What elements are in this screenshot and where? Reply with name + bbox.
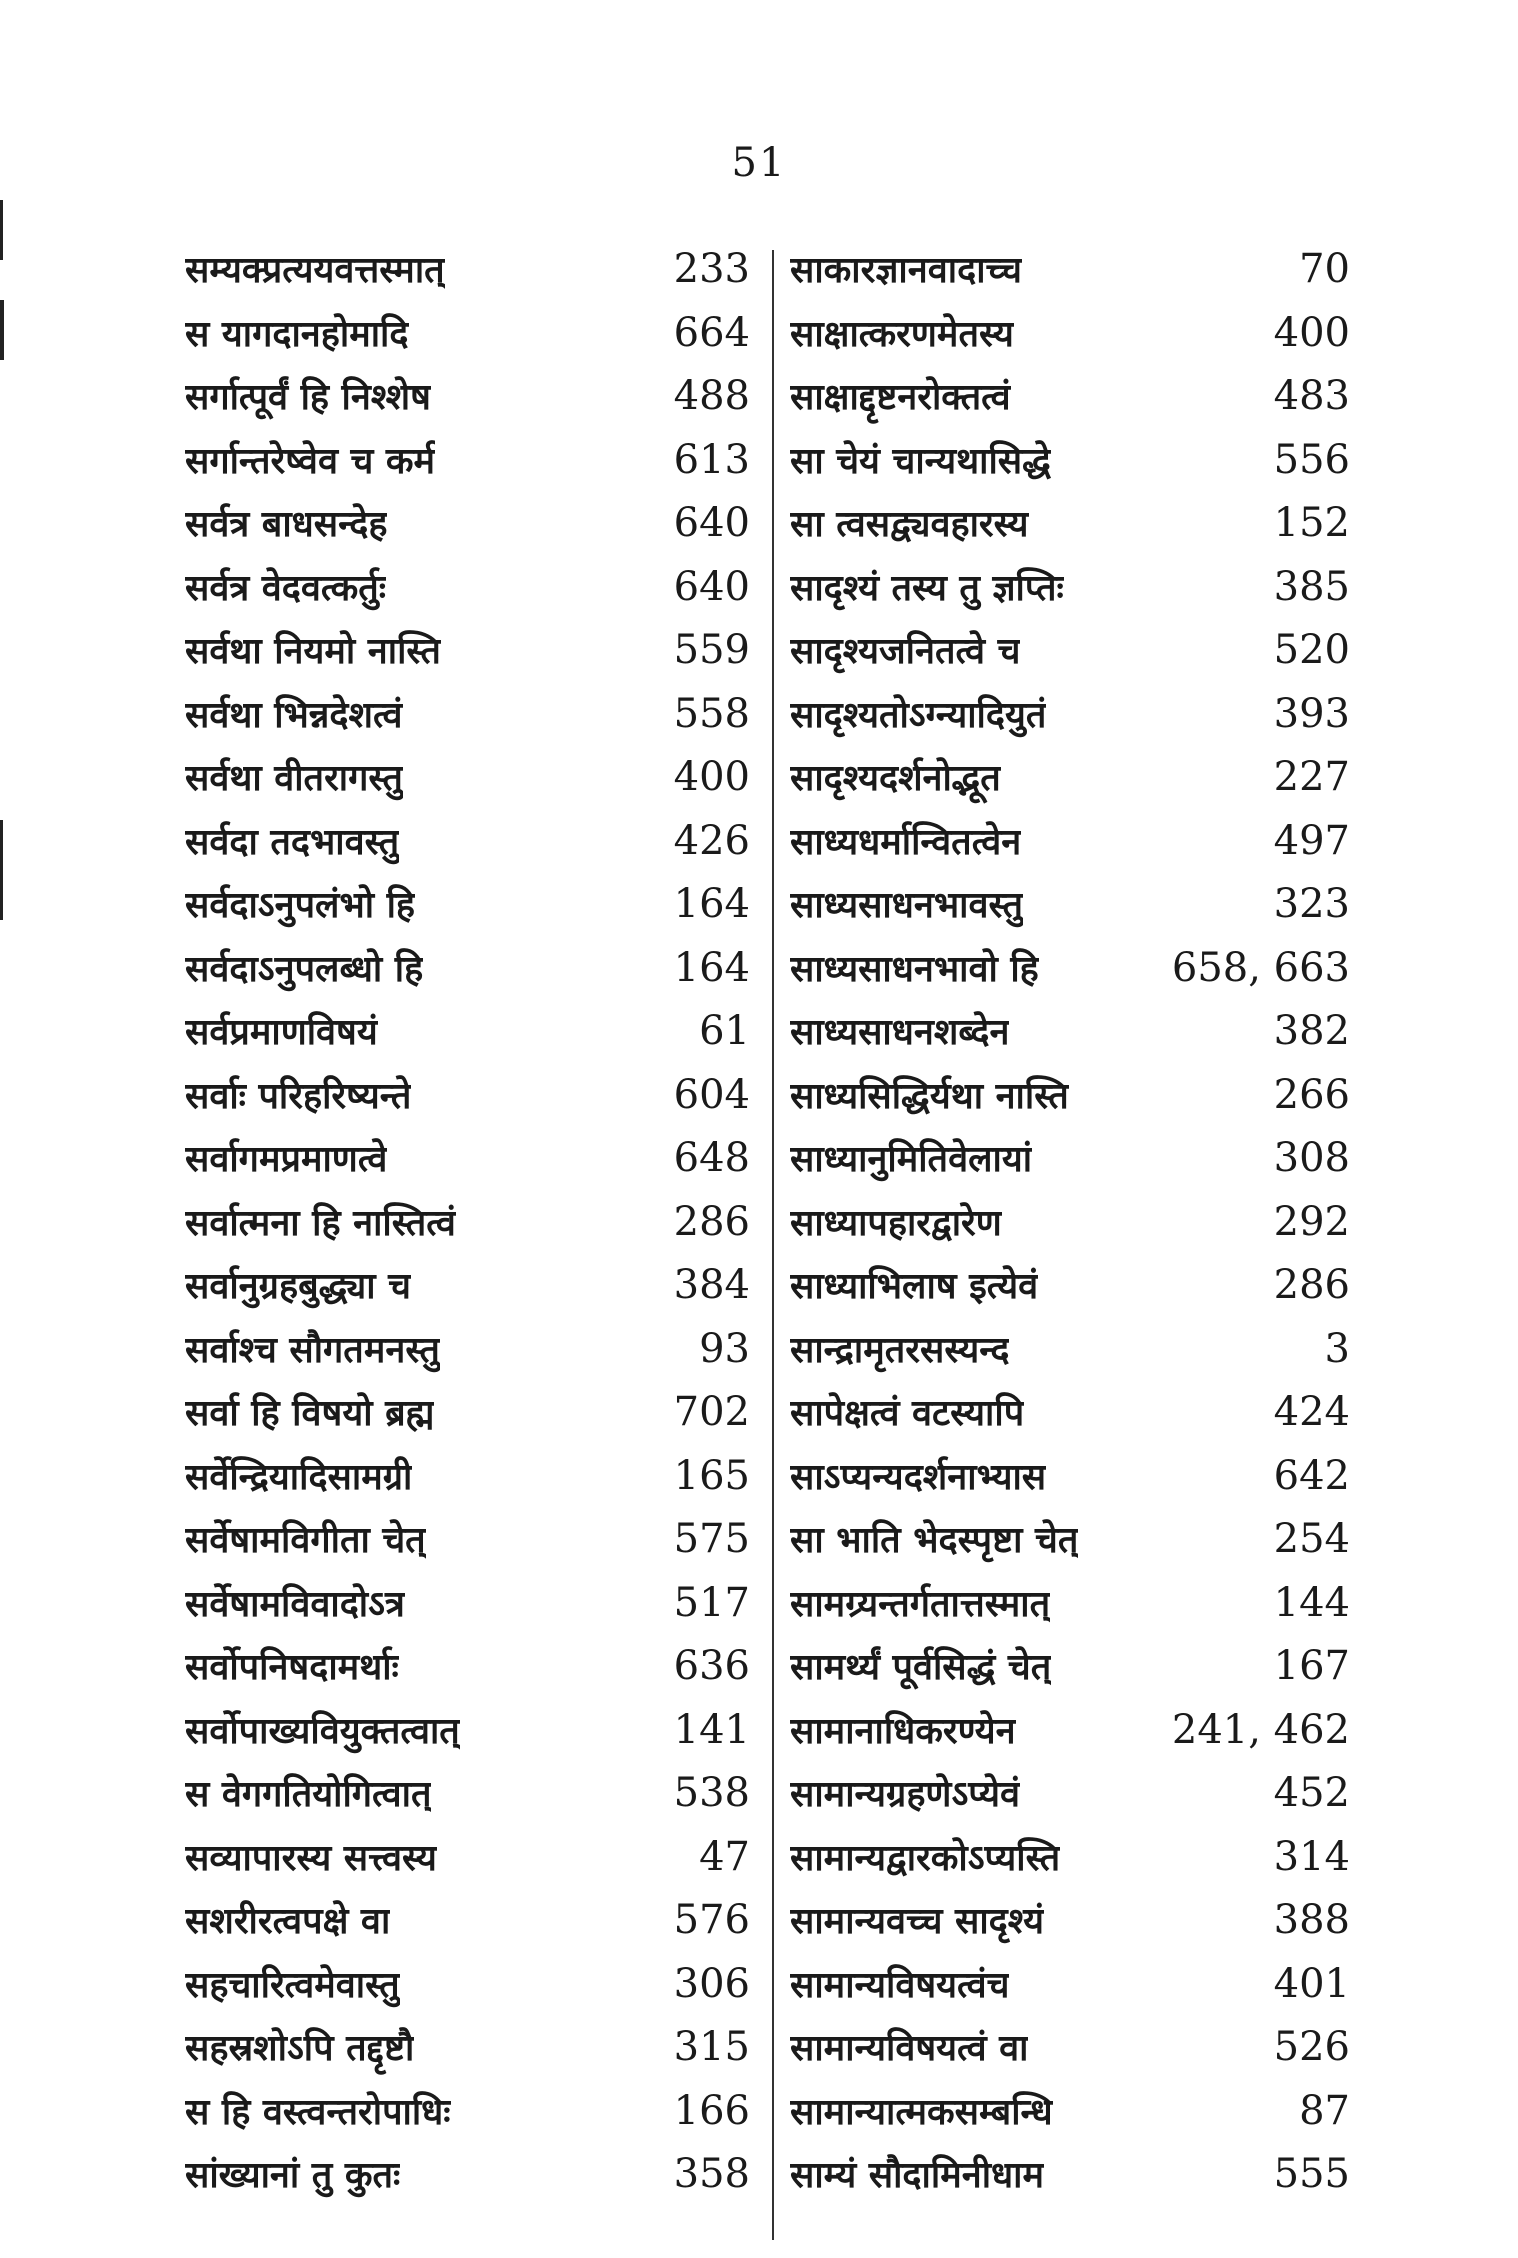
entry-term: सांख्यानां तु कुतः xyxy=(185,2154,401,2196)
index-entry xyxy=(185,1635,750,1699)
entry-page-ref: 520 xyxy=(1273,627,1350,673)
entry-page-ref: 152 xyxy=(1273,500,1350,546)
index-entry xyxy=(185,1000,750,1064)
index-entry xyxy=(185,1699,750,1763)
entry-page-ref: 306 xyxy=(673,1960,750,2007)
entry-term: सापेक्षत्वं वटस्यापि xyxy=(790,1392,1025,1434)
entry-page-ref: 664 xyxy=(673,309,750,356)
entry-page-ref: 488 xyxy=(673,373,750,419)
index-entry xyxy=(185,429,750,493)
entry-term: सामान्यविषयत्वं वा xyxy=(790,2027,1029,2069)
entry-page-ref: 70 xyxy=(1299,246,1350,292)
entry-page-ref: 604 xyxy=(673,1071,750,1118)
index-entry xyxy=(185,1826,750,1890)
entry-term: सर्वोपाख्यवियुक्तत्वात् xyxy=(185,1709,460,1752)
entry-term: सर्वाः परिहरिष्यन्ते xyxy=(185,1074,412,1117)
entry-term: साध्यसिद्धिर्यथा नास्ति xyxy=(790,1074,1069,1117)
entry-page-ref: 483 xyxy=(1273,373,1350,419)
index-entry xyxy=(185,556,750,620)
index-entry xyxy=(185,1889,750,1953)
index-entry xyxy=(185,238,750,302)
entry-page-ref: 233 xyxy=(673,246,750,292)
entry-page-ref: 292 xyxy=(1273,1198,1350,1245)
entry-page-ref: 47 xyxy=(699,1833,750,1880)
entry-page-ref: 254 xyxy=(1273,1516,1350,1562)
index-entry xyxy=(790,1381,1350,1445)
index-column-left xyxy=(185,238,750,2207)
entry-term: सर्वेन्द्रियादिसामग्री xyxy=(185,1455,413,1498)
entry-page-ref: 388 xyxy=(1273,1897,1350,1943)
index-entry xyxy=(185,683,750,747)
index-entry xyxy=(790,492,1350,556)
entry-term: सामर्थ्यं पूर्वसिद्धं चेत् xyxy=(790,1646,1052,1688)
entry-page-ref: 315 xyxy=(673,2024,750,2070)
index-entry xyxy=(790,873,1350,937)
entry-term: सामान्यग्रहणेऽप्येवं xyxy=(790,1773,1021,1815)
index-entry xyxy=(185,2080,750,2144)
entry-page-ref: 164 xyxy=(673,944,750,991)
index-entry xyxy=(790,1762,1350,1826)
index-entry xyxy=(790,683,1350,747)
entry-term: साक्षात्करणमेतस्य xyxy=(790,312,1014,355)
index-entry xyxy=(185,1064,750,1128)
index-entry xyxy=(790,1127,1350,1191)
entry-page-ref: 141 xyxy=(673,1706,750,1753)
entry-page-ref: 286 xyxy=(673,1198,750,1245)
entry-page-ref: 640 xyxy=(673,563,750,610)
entry-term: सामान्यवच्च सादृश्यं xyxy=(790,1900,1044,1942)
entry-term: सर्वात्मना हि नास्तित्वं xyxy=(185,1201,456,1244)
margin-mark xyxy=(0,300,4,360)
entry-term: सामान्यविषयत्वंच xyxy=(790,1963,1010,2006)
entry-page-ref: 613 xyxy=(673,436,750,483)
entry-term: सर्वदाऽनुपलंभो हि xyxy=(185,884,416,926)
entry-page-ref: 575 xyxy=(673,1516,750,1562)
entry-term: सव्यापारस्य सत्त्वस्य xyxy=(185,1836,437,1879)
index-entry xyxy=(790,2143,1350,2207)
index-entry xyxy=(790,937,1350,1001)
entry-term: साध्याभिलाष इत्येवं xyxy=(790,1265,1039,1307)
margin-mark xyxy=(0,820,3,920)
index-entry xyxy=(185,1127,750,1191)
entry-term: सान्द्रामृतरसस्यन्द xyxy=(790,1328,1010,1371)
index-entry xyxy=(185,1572,750,1636)
entry-term: सामग्र्यन्तर्गतात्तस्मात् xyxy=(790,1582,1051,1625)
index-entry xyxy=(185,1381,750,1445)
entry-page-ref: 648 xyxy=(673,1135,750,1181)
entry-page-ref: 400 xyxy=(1273,309,1350,356)
entry-page-ref: 144 xyxy=(1273,1579,1350,1626)
entry-page-ref: 452 xyxy=(1273,1770,1350,1816)
entry-page-ref: 61 xyxy=(699,1008,750,1054)
index-entry xyxy=(185,1953,750,2017)
index-entry xyxy=(185,937,750,1001)
index-entry xyxy=(790,2080,1350,2144)
index-entry xyxy=(790,1254,1350,1318)
entry-term: सर्वप्रमाणविषयं xyxy=(185,1011,378,1053)
index-entry xyxy=(790,1572,1350,1636)
entry-page-ref: 314 xyxy=(1273,1833,1350,1880)
entry-term: सहस्रशोऽपि तद्दृष्टौ xyxy=(185,2027,415,2069)
entry-term: सा चेयं चान्यथासिद्धे xyxy=(790,439,1051,482)
index-entry xyxy=(790,1000,1350,1064)
entry-term: सम्यक्प्रत्ययवत्तस्मात् xyxy=(185,249,445,291)
entry-term: साऽप्यन्यदर्शनाभ्यास xyxy=(790,1455,1047,1498)
entry-page-ref: 87 xyxy=(1299,2087,1350,2134)
index-entry xyxy=(790,619,1350,683)
index-entry xyxy=(185,1318,750,1382)
entry-term: सर्वथा नियमो नास्ति xyxy=(185,630,441,672)
entry-term: सर्वदाऽनुपलब्धो हि xyxy=(185,947,424,990)
entry-page-ref: 393 xyxy=(1273,690,1350,737)
entry-page-ref: 167 xyxy=(1273,1643,1350,1689)
entry-term: सर्वानुग्रहबुद्ध्या च xyxy=(185,1265,411,1307)
index-entry xyxy=(790,1826,1350,1890)
entry-term: सर्वोपनिषदामर्थाः xyxy=(185,1646,399,1688)
index-entry xyxy=(185,2016,750,2080)
entry-term: सर्वदा तदभावस्तु xyxy=(185,820,400,863)
index-entry xyxy=(790,746,1350,810)
entry-term: सर्वा हि विषयो ब्रह्म xyxy=(185,1392,435,1434)
entry-page-ref: 517 xyxy=(673,1579,750,1626)
entry-term: सामान्यद्वारकोऽप्यस्ति xyxy=(790,1836,1061,1879)
entry-term: सादृश्यं तस्य तु ज्ञप्तिः xyxy=(790,566,1064,609)
index-entry xyxy=(185,1508,750,1572)
entry-page-ref: 497 xyxy=(1273,817,1350,864)
index-entry xyxy=(790,1508,1350,1572)
entry-page-ref: 558 xyxy=(673,690,750,737)
entry-page-ref: 266 xyxy=(1273,1071,1350,1118)
entry-term: सर्वत्र बाधसन्देह xyxy=(185,503,388,545)
entry-page-ref: 640 xyxy=(673,500,750,546)
index-entry xyxy=(185,1191,750,1255)
entry-term: सा त्वसद्व्यवहारस्य xyxy=(790,503,1029,545)
entry-page-ref: 538 xyxy=(673,1770,750,1816)
entry-page-ref: 426 xyxy=(673,817,750,864)
entry-term: साध्यधर्मान्वितत्वेन xyxy=(790,820,1022,863)
entry-term: सर्वागमप्रमाणत्वे xyxy=(185,1138,388,1180)
entry-page-ref: 286 xyxy=(1273,1262,1350,1308)
index-entry xyxy=(185,1762,750,1826)
index-entry xyxy=(790,1191,1350,1255)
entry-term: सादृश्यजनितत्वे च xyxy=(790,630,1021,672)
index-entry xyxy=(790,429,1350,493)
index-entry xyxy=(185,2143,750,2207)
entry-term: सर्वथा वीतरागस्तु xyxy=(185,757,403,799)
entry-term: सर्वेषामविवादोऽत्र xyxy=(185,1582,405,1625)
index-entry xyxy=(185,873,750,937)
index-entry xyxy=(790,810,1350,874)
entry-term: सादृश्यदर्शनोद्भूत xyxy=(790,757,1001,799)
index-entry xyxy=(790,302,1350,366)
index-entry xyxy=(790,1889,1350,1953)
entry-page-ref: 400 xyxy=(673,754,750,800)
index-entry xyxy=(790,1635,1350,1699)
entry-page-ref: 636 xyxy=(673,1643,750,1689)
entry-page-ref: 358 xyxy=(673,2151,750,2197)
entry-term: स वेगगतियोगित्वात् xyxy=(185,1773,432,1815)
entry-page-ref: 384 xyxy=(673,1262,750,1308)
entry-page-ref: 385 xyxy=(1273,563,1350,610)
entry-page-ref: 401 xyxy=(1273,1960,1350,2007)
entry-page-ref: 658, 663 xyxy=(1171,944,1350,991)
entry-term: सर्वेषामविगीता चेत् xyxy=(185,1519,426,1561)
entry-page-ref: 642 xyxy=(1273,1452,1350,1499)
entry-page-ref: 576 xyxy=(673,1897,750,1943)
entry-term: सामानाधिकरण्येन xyxy=(790,1709,1016,1752)
index-entry xyxy=(185,492,750,556)
entry-page-ref: 382 xyxy=(1273,1008,1350,1054)
entry-term: साक्षाद्दृष्टनरोक्तत्वं xyxy=(790,376,1011,418)
entry-term: सर्वत्र वेदवत्कर्तुः xyxy=(185,566,387,609)
index-entry xyxy=(185,1445,750,1509)
entry-term: साकारज्ञानवादाच्च xyxy=(790,249,1022,291)
entry-page-ref: 308 xyxy=(1273,1135,1350,1181)
entry-term: सहचारित्वमेवास्तु xyxy=(185,1963,400,2006)
entry-page-ref: 227 xyxy=(1273,754,1350,800)
entry-term: सशरीरत्वपक्षे वा xyxy=(185,1900,391,1942)
entry-term: साध्यसाधनशब्देन xyxy=(790,1011,1010,1053)
entry-term: साध्यसाधनभावस्तु xyxy=(790,884,1024,926)
index-entry xyxy=(790,1064,1350,1128)
index-entry xyxy=(185,302,750,366)
entry-term: सा भाति भेदस्पृष्टा चेत् xyxy=(790,1519,1079,1561)
index-entry xyxy=(790,556,1350,620)
entry-term: सामान्यात्मकसम्बन्धि xyxy=(790,2090,1053,2133)
entry-page-ref: 165 xyxy=(673,1452,750,1499)
margin-mark xyxy=(0,200,3,260)
entry-term: स यागदानहोमादि xyxy=(185,312,409,355)
entry-term: साम्यं सौदामिनीधाम xyxy=(790,2154,1045,2196)
entry-term: सर्गात्पूर्वं हि निश्शेष xyxy=(185,376,431,418)
entry-page-ref: 424 xyxy=(1273,1389,1350,1435)
entry-term: साध्यानुमितिवेलायां xyxy=(790,1138,1033,1180)
index-entry xyxy=(790,1699,1350,1763)
index-entry xyxy=(790,1953,1350,2017)
entry-term: स हि वस्त्वन्तरोपाधिः xyxy=(185,2090,451,2133)
entry-page-ref: 166 xyxy=(673,2087,750,2134)
entry-term: सर्गान्तरेष्वेव च कर्म xyxy=(185,439,436,482)
entry-page-ref: 556 xyxy=(1273,436,1350,483)
index-entry xyxy=(185,810,750,874)
column-divider xyxy=(772,250,774,2240)
page-number: 51 xyxy=(731,140,787,186)
entry-page-ref: 555 xyxy=(1273,2151,1350,2197)
entry-page-ref: 93 xyxy=(699,1325,750,1372)
entry-page-ref: 3 xyxy=(1324,1325,1350,1372)
index-entry xyxy=(790,238,1350,302)
index-entry xyxy=(790,365,1350,429)
entry-page-ref: 526 xyxy=(1273,2024,1350,2070)
index-entry xyxy=(790,2016,1350,2080)
index-entry xyxy=(185,1254,750,1318)
entry-page-ref: 702 xyxy=(673,1389,750,1435)
entry-term: साध्यसाधनभावो हि xyxy=(790,947,1039,990)
index-entry xyxy=(185,619,750,683)
entry-term: सादृश्यतोऽग्न्यादियुतं xyxy=(790,693,1047,736)
index-entry xyxy=(185,746,750,810)
entry-page-ref: 241, 462 xyxy=(1171,1706,1350,1753)
entry-term: सर्वथा भिन्नदेशत्वं xyxy=(185,693,403,736)
index-entry xyxy=(790,1445,1350,1509)
entry-term: सर्वाश्च सौगतमनस्तु xyxy=(185,1328,440,1371)
index-entry xyxy=(790,1318,1350,1382)
index-entry xyxy=(185,365,750,429)
entry-page-ref: 559 xyxy=(673,627,750,673)
index-column-right xyxy=(790,238,1350,2207)
entry-page-ref: 164 xyxy=(673,881,750,927)
entry-term: साध्यापहारद्वारेण xyxy=(790,1201,1002,1244)
entry-page-ref: 323 xyxy=(1273,881,1350,927)
